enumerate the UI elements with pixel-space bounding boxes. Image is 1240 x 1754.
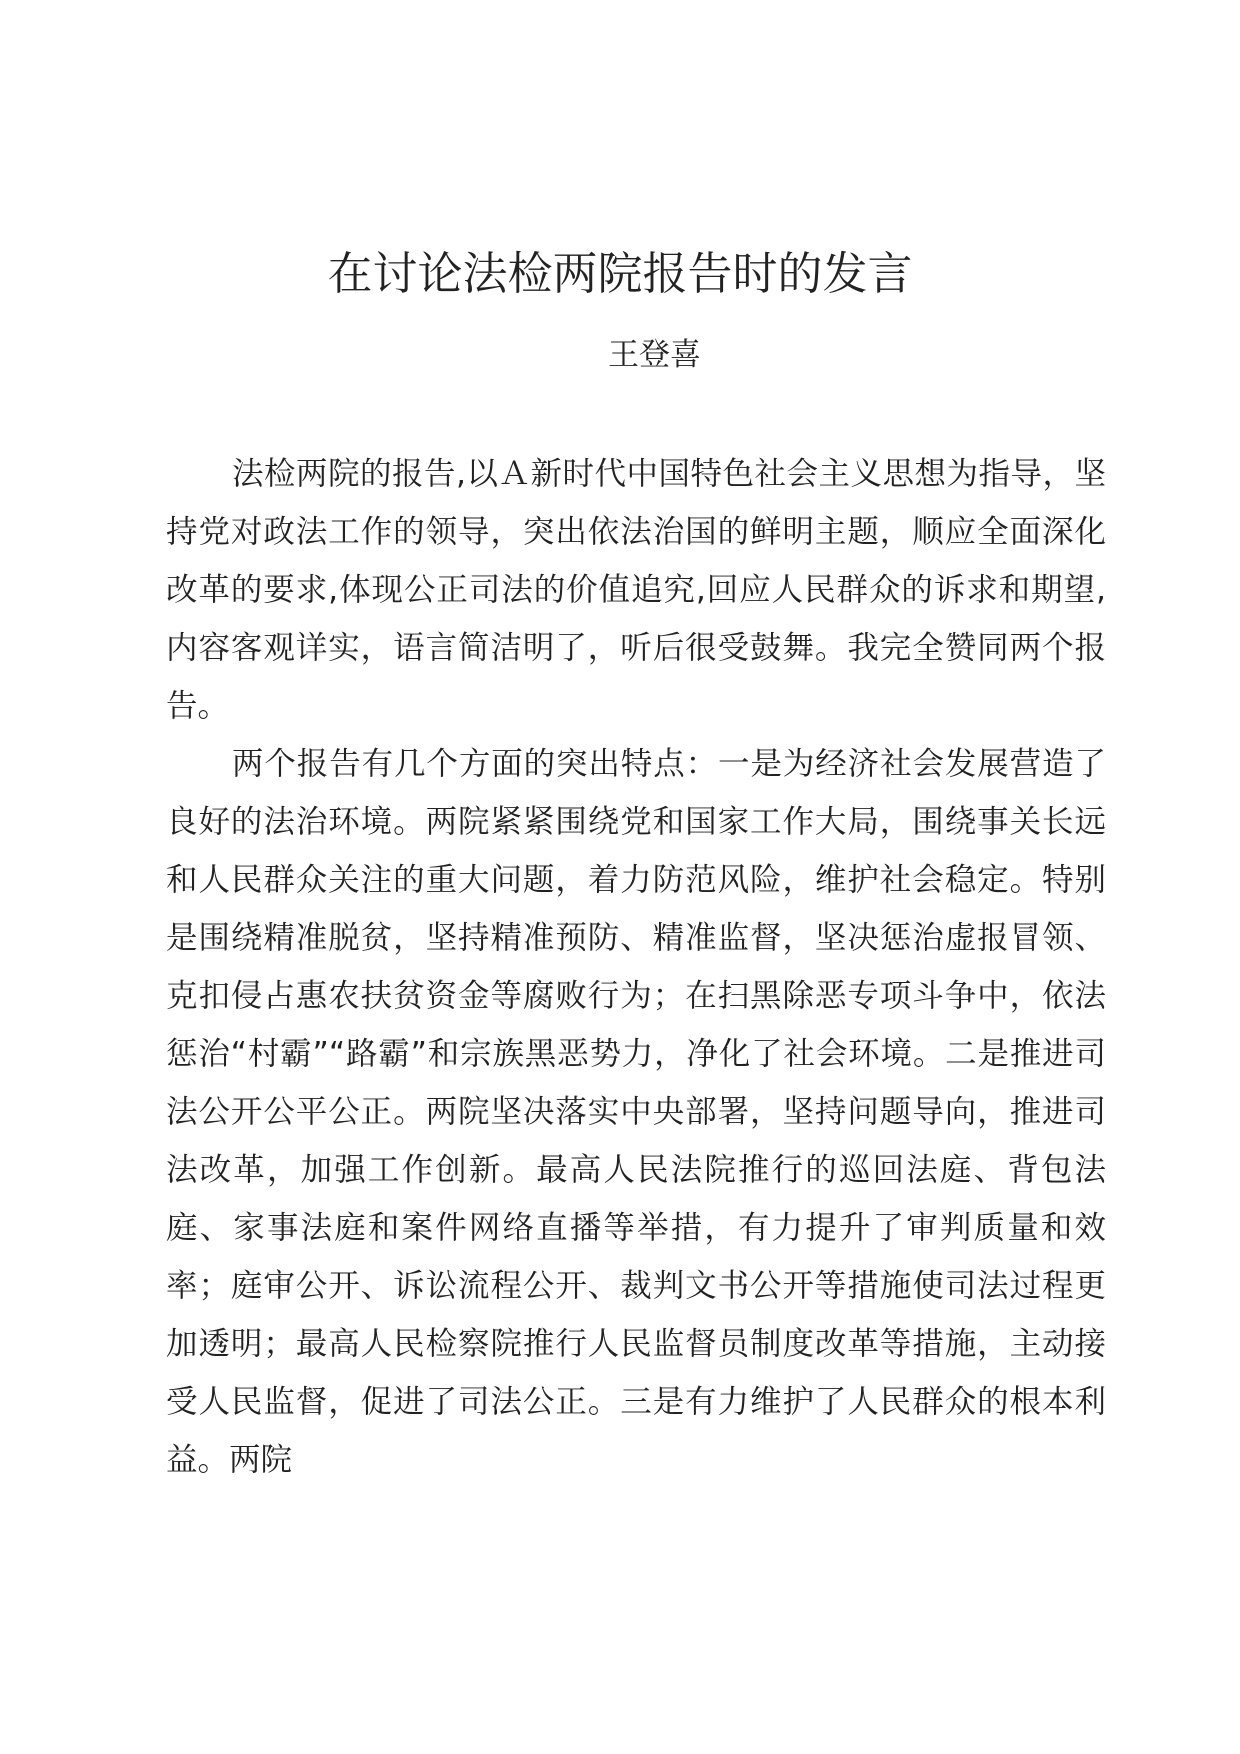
document-author: 王登喜: [608, 337, 701, 373]
document-body: [166, 445, 1106, 1489]
paragraph: 两个报告有几个方面的突出特点：一是为经济社会发展营造了良好的法治环境。两院紧紧围绕党和国家工作大局，围绕事关长远和人民群众关注的重大问题，着力防范风险，维护社会稳定。特别是围绕精准脱贫，坚持精准预防、精准监督，坚决惩治虚报冒领、克扣侵占惠农扶贫资金等腐败行为；在扫黑除恶专项斗争中，依法惩治“村霸”“路霸”和宗族黑恶势力，净化了社会环境。二是推进司法公开公平公正。两院坚决落实中央部署，坚持问题导向，推进司法改革，加强工作创新。最高人民法院推行的巡回法庭、背包法庭、家事法庭和案件网络直播等举措，有力提升了审判质量和效率；庭审公开、诉讼流程公开、裁判文书公开等措施使司法过程更加透明；最高人民检察院推行人民监督员制度改革等措施，主动接受人民监督，促进了司法公正。三是有力维护了人民群众的根本利益。两院: [166, 746, 1106, 1478]
paragraph: 法检两院的报告,以Ａ新时代中国特色社会主义思想为指导，坚持党对政法工作的领导，突出依法治国的鲜明主题，顺应全面深化改革的要求,体现公正司法的价值追究,回应人民群众的诉求和期望,内容客观详实，语言简洁明了，听后很受鼓舞。我完全赞同两个报告。: [166, 456, 1106, 724]
document-title: 在讨论法检两院报告时的发言: [327, 247, 913, 300]
